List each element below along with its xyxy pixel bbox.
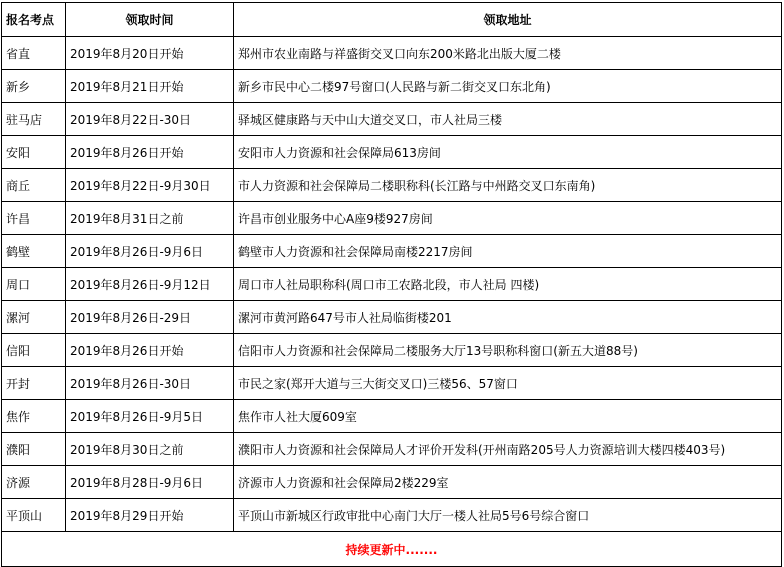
cell-exam-site: 鹤壁 bbox=[2, 235, 66, 268]
cell-exam-site: 省直 bbox=[2, 37, 66, 70]
cell-pickup-time: 2019年8月26日开始 bbox=[66, 136, 234, 169]
table-row bbox=[2, 367, 782, 400]
header-pickup-time: 领取时间 bbox=[66, 3, 234, 37]
certificate-pickup-table-container bbox=[1, 2, 781, 567]
cell-exam-site: 商丘 bbox=[2, 169, 66, 202]
cell-pickup-time: 2019年8月28日-9月6日 bbox=[66, 466, 234, 499]
cell-pickup-time: 2019年8月29日开始 bbox=[66, 499, 234, 532]
table-row bbox=[2, 499, 782, 532]
cell-pickup-time: 2019年8月26日-9月12日 bbox=[66, 268, 234, 301]
table-row bbox=[2, 202, 782, 235]
table-row bbox=[2, 70, 782, 103]
cell-pickup-address: 信阳市人力资源和社会保障局二楼服务大厅13号职称科窗口(新五大道88号) bbox=[234, 334, 782, 367]
table-row bbox=[2, 466, 782, 499]
table-row bbox=[2, 136, 782, 169]
cell-pickup-address: 市民之家(郑开大道与三大街交叉口)三楼56、57窗口 bbox=[234, 367, 782, 400]
cell-exam-site: 开封 bbox=[2, 367, 66, 400]
table-body bbox=[2, 37, 782, 567]
table-row bbox=[2, 103, 782, 136]
cell-pickup-time: 2019年8月26日-9月6日 bbox=[66, 235, 234, 268]
cell-exam-site: 安阳 bbox=[2, 136, 66, 169]
cell-pickup-time: 2019年8月22日-30日 bbox=[66, 103, 234, 136]
cell-pickup-address: 焦作市人社大厦609室 bbox=[234, 400, 782, 433]
cell-exam-site: 新乡 bbox=[2, 70, 66, 103]
cell-pickup-address: 濮阳市人力资源和社会保障局人才评价开发科(开州南路205号人力资源培训大楼四楼403号) bbox=[234, 433, 782, 466]
cell-exam-site: 濮阳 bbox=[2, 433, 66, 466]
cell-exam-site: 周口 bbox=[2, 268, 66, 301]
cell-exam-site: 驻马店 bbox=[2, 103, 66, 136]
table-row bbox=[2, 268, 782, 301]
cell-pickup-address: 郑州市农业南路与祥盛街交叉口向东200米路北出版大厦二楼 bbox=[234, 37, 782, 70]
cell-exam-site: 许昌 bbox=[2, 202, 66, 235]
table-row bbox=[2, 433, 782, 466]
cell-pickup-address: 市人力资源和社会保障局二楼职称科(长江路与中州路交叉口东南角) bbox=[234, 169, 782, 202]
table-header-row bbox=[2, 3, 782, 37]
cell-exam-site: 信阳 bbox=[2, 334, 66, 367]
header-pickup-address: 领取地址 bbox=[234, 3, 782, 37]
cell-pickup-address: 漯河市黄河路647号市人社局临街楼201 bbox=[234, 301, 782, 334]
cell-pickup-address: 驿城区健康路与天中山大道交叉口，市人社局三楼 bbox=[234, 103, 782, 136]
cell-pickup-time: 2019年8月21日开始 bbox=[66, 70, 234, 103]
table-row bbox=[2, 235, 782, 268]
cell-pickup-time: 2019年8月26日-9月5日 bbox=[66, 400, 234, 433]
cell-pickup-address: 鹤壁市人力资源和社会保障局南楼2217房间 bbox=[234, 235, 782, 268]
cell-pickup-address: 平顶山市新城区行政审批中心南门大厅一楼人社局5号6号综合窗口 bbox=[234, 499, 782, 532]
table-row bbox=[2, 169, 782, 202]
cell-pickup-address: 周口市人社局职称科(周口市工农路北段，市人社局 四楼) bbox=[234, 268, 782, 301]
certificate-pickup-table bbox=[1, 2, 782, 567]
cell-pickup-time: 2019年8月30日之前 bbox=[66, 433, 234, 466]
table-footer-row bbox=[2, 532, 782, 567]
table-row bbox=[2, 400, 782, 433]
table-row bbox=[2, 301, 782, 334]
cell-exam-site: 平顶山 bbox=[2, 499, 66, 532]
cell-pickup-address: 许昌市创业服务中心A座9楼927房间 bbox=[234, 202, 782, 235]
cell-pickup-address: 济源市人力资源和社会保障局2楼229室 bbox=[234, 466, 782, 499]
cell-pickup-time: 2019年8月20日开始 bbox=[66, 37, 234, 70]
cell-pickup-time: 2019年8月26日-29日 bbox=[66, 301, 234, 334]
update-status-note: 持续更新中....... bbox=[2, 532, 782, 567]
cell-exam-site: 漯河 bbox=[2, 301, 66, 334]
cell-exam-site: 济源 bbox=[2, 466, 66, 499]
table-row bbox=[2, 37, 782, 70]
cell-pickup-time: 2019年8月31日之前 bbox=[66, 202, 234, 235]
cell-pickup-time: 2019年8月26日-30日 bbox=[66, 367, 234, 400]
header-exam-site: 报名考点 bbox=[2, 3, 66, 37]
table-row bbox=[2, 334, 782, 367]
cell-pickup-time: 2019年8月22日-9月30日 bbox=[66, 169, 234, 202]
cell-pickup-time: 2019年8月26日开始 bbox=[66, 334, 234, 367]
cell-pickup-address: 新乡市民中心二楼97号窗口(人民路与新二街交叉口东北角) bbox=[234, 70, 782, 103]
cell-pickup-address: 安阳市人力资源和社会保障局613房间 bbox=[234, 136, 782, 169]
cell-exam-site: 焦作 bbox=[2, 400, 66, 433]
